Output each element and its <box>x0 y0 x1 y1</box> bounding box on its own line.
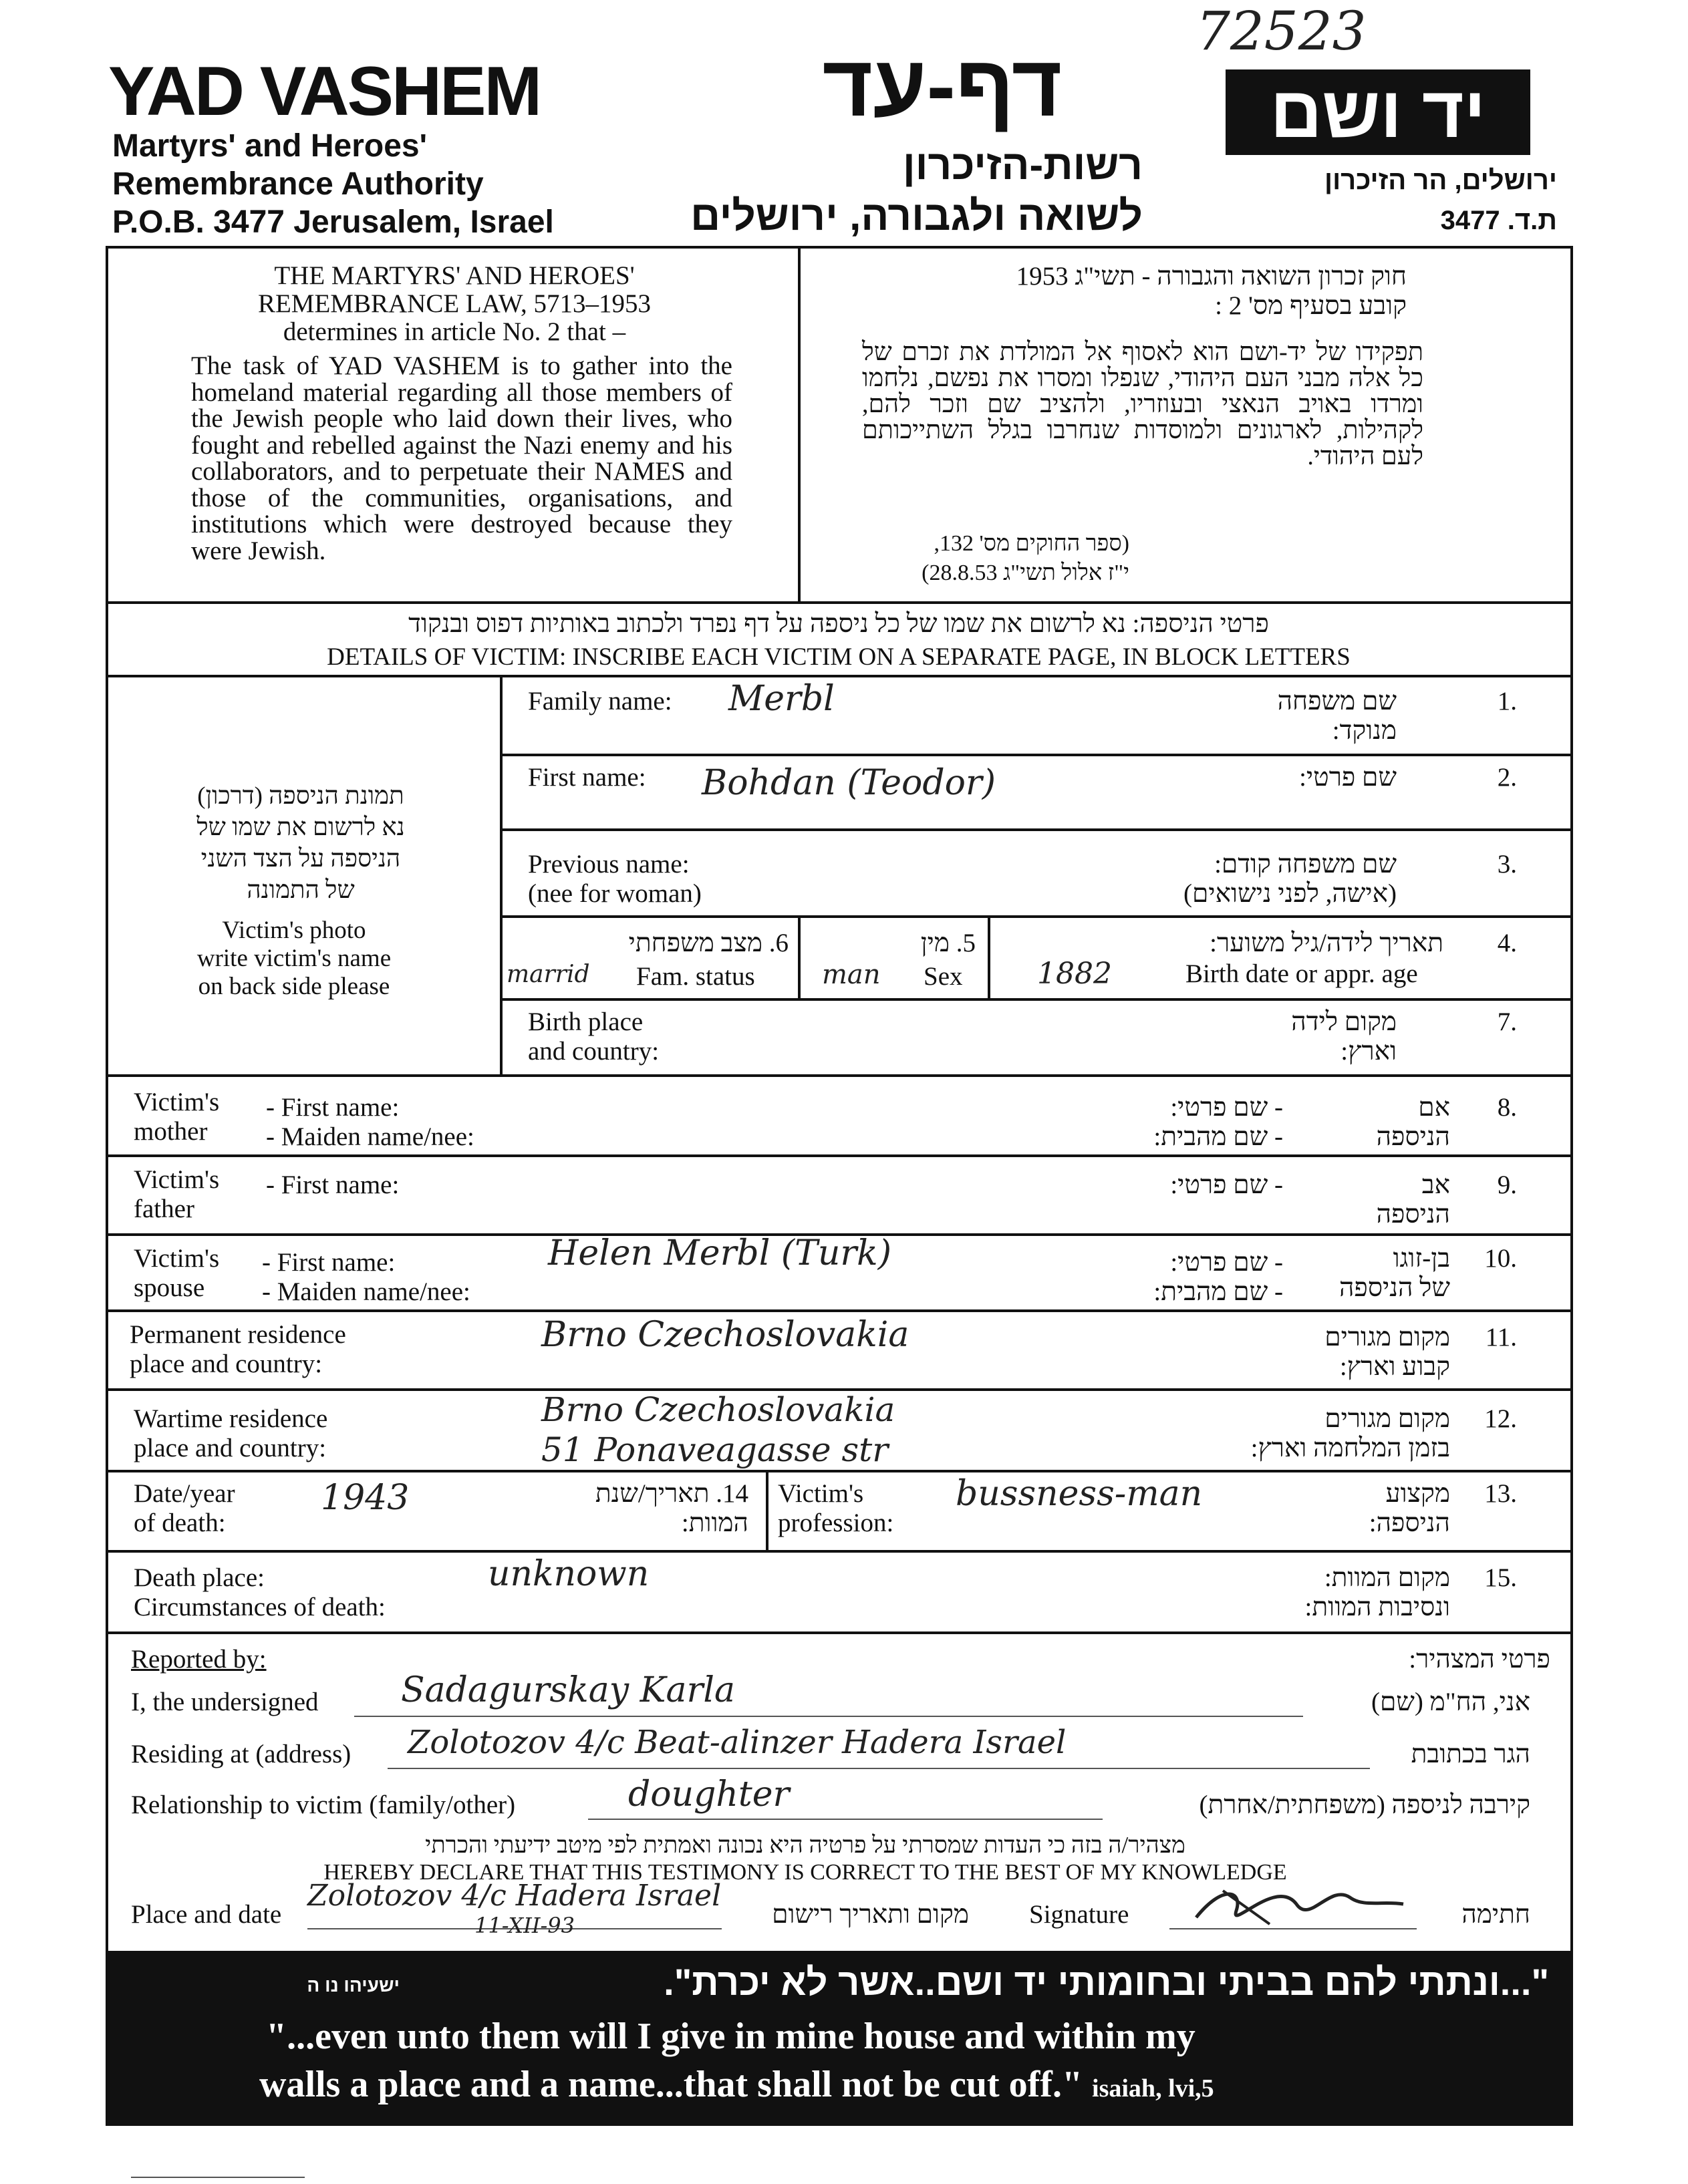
family-name-he-1: שם משפחה <box>1277 687 1397 716</box>
death-date-label-2: of death: <box>134 1509 226 1537</box>
archive-number: 72523 <box>1196 0 1367 62</box>
right-address <box>1203 160 1557 241</box>
previous-name-label-2: (nee for woman) <box>528 879 702 908</box>
law-title-en-1: THE MARTYRS' AND HEROES' <box>274 261 635 290</box>
law-ref-he-2: י"ז אלול תשי"ג 28.8.53) <box>922 561 1129 585</box>
family-name-label: Family name: <box>528 687 672 716</box>
spouse-maiden-label: - Maiden name/nee: <box>262 1277 470 1306</box>
wartime-he-1: מקום מגורים <box>1324 1404 1450 1433</box>
death-place-value[interactable]: unknown <box>488 1554 650 1594</box>
birth-place-label-1: Birth place <box>528 1007 644 1036</box>
field-num-3: .3 <box>1497 850 1517 879</box>
death-place-label <box>134 1563 386 1622</box>
field-num-9: .9 <box>1497 1171 1517 1199</box>
org-sub-1: Martyrs' and Heroes' <box>112 128 427 164</box>
photo-instructions-en <box>127 917 461 1001</box>
wartime-he <box>1176 1404 1450 1463</box>
center-title: דף-עד <box>822 37 1063 134</box>
reporter-name-value[interactable]: Sadagurskay Karla <box>401 1670 735 1710</box>
field-num-7: .7 <box>1497 1007 1517 1036</box>
footer-ref-en: isaiah, lvi,5 <box>1092 2074 1214 2102</box>
previous-name-he <box>1096 850 1397 909</box>
yad-vashem-logo: יד ושם <box>1226 69 1530 155</box>
field-num-15: .15 <box>1484 1563 1517 1592</box>
field-num-11: .11 <box>1485 1323 1517 1352</box>
reporter-address-value[interactable]: Zolotozov 4/c Beat-alinzer Hadera Israel <box>408 1724 1067 1761</box>
details-header-he: פרטי הניספה: נא לרשום את שמו של כל ניספה על דף נפרד ולכתוב באותיות דפוס ובנקוד <box>408 609 1269 638</box>
law-body-he: תפקידו של יד-ושם הוא לאסוף אל המולדת את זכרם של כל אלה מבני העם היהודי, שנפלו ומסרו את נפשם, נלחמו ומרדו באויב הנאצי ובעוזריו, ולהציב שם וזכר להם, לקהילות, לארגונים ולמוסדות שנחרבו בגלל השתייכותם לעם היהודי. <box>862 338 1423 470</box>
death-date-he <box>535 1479 748 1538</box>
law-ref-he-1: (ספר החוקים מס' 132, <box>934 531 1129 556</box>
wartime-value-2[interactable]: 51 Ponaveagasse str <box>541 1430 889 1469</box>
profession-label-2: profession: <box>778 1509 894 1537</box>
field-num-4: .4 <box>1497 929 1517 957</box>
law-title-he-2: קובע בסעיף מס' 2 : <box>1215 291 1407 320</box>
previous-name-label-1: Previous name: <box>528 850 690 879</box>
death-date-he-1: 14. תאריך/שנת <box>595 1479 748 1508</box>
signature-he: חתימה <box>1461 1900 1530 1929</box>
sex-value[interactable]: man <box>822 959 881 990</box>
previous-name-label <box>528 850 702 909</box>
place-date-value-1[interactable]: Zolotozov 4/c Hadera Israel <box>307 1879 722 1913</box>
spouse-he <box>1303 1244 1450 1303</box>
spouse-first-label: - First name: <box>262 1248 396 1277</box>
spouse-title-2: spouse <box>134 1273 205 1302</box>
death-place-he-2: ונסיבות המוות: <box>1304 1593 1450 1621</box>
birth-place-he-2: וארץ: <box>1341 1037 1397 1066</box>
photo-he-3: הניספה על הצד השני <box>200 845 401 873</box>
spouse-labels <box>262 1248 470 1307</box>
father-first-he: - שם פרטי: <box>1170 1171 1283 1199</box>
mother-labels-he <box>1069 1093 1283 1152</box>
wartime-label-2: place and country: <box>134 1434 327 1462</box>
family-name-he <box>1203 687 1397 746</box>
birth-date-value[interactable]: 1882 <box>1037 957 1112 991</box>
fam-status-label: Fam. status <box>636 962 755 991</box>
declaration-en: HEREBY DECLARE THAT THIS TESTIMONY IS CORRECT TO THE BEST OF MY KNOWLEDGE <box>323 1860 1287 1885</box>
previous-name-he-2: (אישה, לפני נישואים) <box>1183 879 1397 908</box>
mother-title <box>134 1088 219 1146</box>
family-name-value[interactable]: Merbl <box>728 679 835 719</box>
field-num-1: .1 <box>1497 687 1517 716</box>
death-date-value[interactable]: 1943 <box>321 1478 410 1518</box>
right-sub-1: ירושלים, הר הזיכרון <box>1324 166 1557 195</box>
wartime-he-2: בזמן המלחמה וארץ: <box>1250 1434 1450 1462</box>
photo-en-1: Victim's photo <box>222 917 366 944</box>
law-title-en-3: determines in article No. 2 that – <box>283 317 626 346</box>
father-first-label: - First name: <box>266 1171 400 1199</box>
profession-value[interactable]: bussness-man <box>956 1474 1203 1514</box>
mother-he-1: אם <box>1418 1093 1450 1122</box>
reported-by-label: Reported by: <box>131 1645 267 1674</box>
details-header-en: DETAILS OF VICTIM: INSCRIBE EACH VICTIM ON A SEPARATE PAGE, IN BLOCK LETTERS <box>327 643 1351 671</box>
permanent-he-1: מקום מגורים <box>1324 1323 1450 1352</box>
field-num-2: .2 <box>1497 763 1517 792</box>
undersigned-label: I, the undersigned <box>131 1688 319 1716</box>
mother-title-1: Victim's <box>134 1088 220 1116</box>
footer-quote-en-2 <box>259 2063 1214 2106</box>
father-he-2: הניספה <box>1376 1200 1450 1229</box>
spouse-maiden-he: - שם מהבית: <box>1153 1277 1283 1306</box>
reported-by-he: פרטי המצהיר: <box>1409 1645 1550 1674</box>
place-date-value[interactable] <box>307 1881 721 1940</box>
place-date-label: Place and date <box>131 1900 282 1929</box>
birth-place-label <box>528 1007 659 1066</box>
spouse-he-1: בן-זוגו <box>1393 1244 1450 1273</box>
center-sub-2: לשואה ולגבורה, ירושלים <box>690 193 1143 239</box>
family-name-he-2: מנוקד: <box>1332 716 1397 745</box>
death-place-label-1: Death place: <box>134 1563 265 1592</box>
spouse-first-he: - שם פרטי: <box>1170 1248 1283 1277</box>
sex-he: 5. מין <box>920 929 976 957</box>
law-body-en: The task of YAD VASHEM is to gather into the homeland material regarding all those members of the Jewish people who laid down their lives, who fought and rebelled against the Nazi enemy and his collaborators, and to perpetuate their NAMES and those of the communities, organisations, and institutions which were destroyed because they were Jewish. <box>191 351 732 565</box>
mother-he <box>1303 1093 1450 1152</box>
mother-labels <box>266 1093 474 1152</box>
right-sub-2: ת.ד. 3477 <box>1440 206 1557 235</box>
undersigned-he: אני, הח"מ (שם) <box>1371 1688 1530 1716</box>
death-place-label-2: Circumstances of death: <box>134 1593 386 1621</box>
first-name-value[interactable]: Bohdan (Teodor) <box>702 763 996 803</box>
org-title: YAD VASHEM <box>108 53 541 130</box>
permanent-he <box>1203 1323 1450 1382</box>
residing-he: הגר בכתובת <box>1411 1740 1530 1768</box>
mother-title-2: mother <box>134 1117 208 1146</box>
profession-label <box>778 1479 893 1538</box>
spouse-labels-he <box>1069 1248 1283 1307</box>
wartime-value[interactable] <box>541 1390 895 1470</box>
footer-quote-he: "...ונתתי להם בביתי ובחומותי יד ושם..אשר לא יכרת". <box>664 1961 1549 2003</box>
profession-he-2: הניספה: <box>1369 1509 1450 1537</box>
profession-he-1: מקצוע <box>1385 1479 1450 1508</box>
fam-status-he: 6. מצב משפחתי <box>628 929 789 957</box>
footer-quote-en-1: "...even unto them will I give in mine house and within my <box>266 2016 1195 2057</box>
permanent-value[interactable]: Brno Czechoslovakia <box>541 1315 909 1355</box>
permanent-label <box>130 1320 346 1379</box>
father-title-2: father <box>134 1195 194 1223</box>
spouse-title <box>134 1244 219 1303</box>
residing-label: Residing at (address) <box>131 1740 351 1768</box>
permanent-he-2: קבוע וארץ: <box>1339 1352 1450 1381</box>
birth-date-he: תאריך לידה/גיל משוער: <box>1210 929 1443 957</box>
footer-quote-en-2-text: walls a place and a name...that shall not be cut off." <box>259 2064 1083 2105</box>
photo-en-2: write victim's name <box>196 945 392 972</box>
field-num-10: .10 <box>1484 1244 1517 1273</box>
photo-he-2: נא לרשום את שמו של <box>196 814 405 841</box>
mother-he-2: הניספה <box>1376 1122 1450 1151</box>
law-ref-he <box>835 529 1129 588</box>
death-date-label <box>134 1479 235 1538</box>
first-name-label: First name: <box>528 763 646 792</box>
spouse-he-2: של הניספה <box>1339 1273 1450 1302</box>
spouse-title-1: Victim's <box>134 1244 220 1273</box>
father-title <box>134 1165 219 1224</box>
center-subtitle <box>642 140 1143 242</box>
law-title-en-2: REMEMBRANCE LAW, 5713–1953 <box>257 289 652 318</box>
signature-label: Signature <box>1029 1900 1129 1929</box>
field-num-13: .13 <box>1484 1479 1517 1508</box>
place-date-he: מקום ותאריך רישום <box>772 1900 969 1929</box>
law-title-he-1: חוק זכרון השואה והגבורה - תשי"ג 1953 <box>1016 262 1407 291</box>
photo-he-1: תמונת הניספה (דרכון) <box>197 782 404 810</box>
field-num-8: .8 <box>1497 1093 1517 1122</box>
birth-place-he <box>1203 1007 1397 1066</box>
permanent-label-2: place and country: <box>130 1350 323 1378</box>
father-he <box>1303 1171 1450 1229</box>
relationship-he: קירבה לניספה (משפחתית/אחרת) <box>1199 1790 1530 1819</box>
wartime-label-1: Wartime residence <box>134 1404 328 1433</box>
fam-status-value[interactable]: marrid <box>507 961 590 988</box>
org-sub-3: P.O.B. 3477 Jerusalem, Israel <box>112 204 554 240</box>
father-he-1: אב <box>1421 1171 1450 1199</box>
birth-date-label: Birth date or appr. age <box>1185 959 1418 988</box>
wartime-value-1[interactable]: Brno Czechoslovakia <box>541 1390 895 1429</box>
profession-he <box>1303 1479 1450 1538</box>
death-date-he-2: המוות: <box>681 1509 748 1537</box>
org-sub-2: Remembrance Authority <box>112 166 484 202</box>
spouse-value[interactable]: Helen Merbl (Turk) <box>548 1233 891 1273</box>
first-name-he: שם פרטי: <box>1299 763 1397 792</box>
declaration-he: מצהיר/ה בזה כי העדות שמסרתי על פרטיה היא נכונה ואמתית לפי מיטב ידיעתי והכרתי <box>425 1832 1185 1858</box>
mother-first-he: - שם פרטי: <box>1170 1093 1283 1122</box>
father-title-1: Victim's <box>134 1165 220 1194</box>
center-sub-1: רשות-הזיכרון <box>903 142 1143 188</box>
photo-en-3: on back side please <box>198 973 390 1000</box>
footer-quote-band <box>106 1951 1573 2126</box>
footer-ref-he: ישעיהו נו ה <box>307 1975 400 1996</box>
mother-maiden-he: - שם מהבית: <box>1153 1122 1283 1151</box>
mother-first-label: - First name: <box>266 1093 400 1122</box>
permanent-label-1: Permanent residence <box>130 1320 346 1349</box>
field-num-12: .12 <box>1484 1404 1517 1433</box>
profession-label-1: Victim's <box>778 1479 864 1508</box>
photo-instructions-he <box>127 780 474 906</box>
relationship-label: Relationship to victim (family/other) <box>131 1790 516 1819</box>
death-place-he <box>1203 1563 1450 1622</box>
sex-label: Sex <box>924 962 963 991</box>
law-title-en <box>127 262 782 346</box>
photo-he-4: של התמונה <box>247 877 355 904</box>
law-title-he <box>815 262 1407 321</box>
place-date-value-2[interactable]: 11-XII-93 <box>474 1913 575 1938</box>
death-place-he-1: מקום המוות: <box>1324 1563 1450 1592</box>
wartime-label <box>134 1404 327 1463</box>
mother-maiden-label: - Maiden name/nee: <box>266 1122 474 1151</box>
birth-place-he-1: מקום לידה <box>1291 1007 1397 1036</box>
previous-name-he-1: שם משפחה קודם: <box>1214 850 1397 879</box>
birth-place-label-2: and country: <box>528 1037 660 1066</box>
death-date-label-1: Date/year <box>134 1479 235 1508</box>
org-address <box>112 127 554 241</box>
signature-mark[interactable] <box>1183 1871 1410 1937</box>
relationship-value[interactable]: doughter <box>628 1774 790 1815</box>
